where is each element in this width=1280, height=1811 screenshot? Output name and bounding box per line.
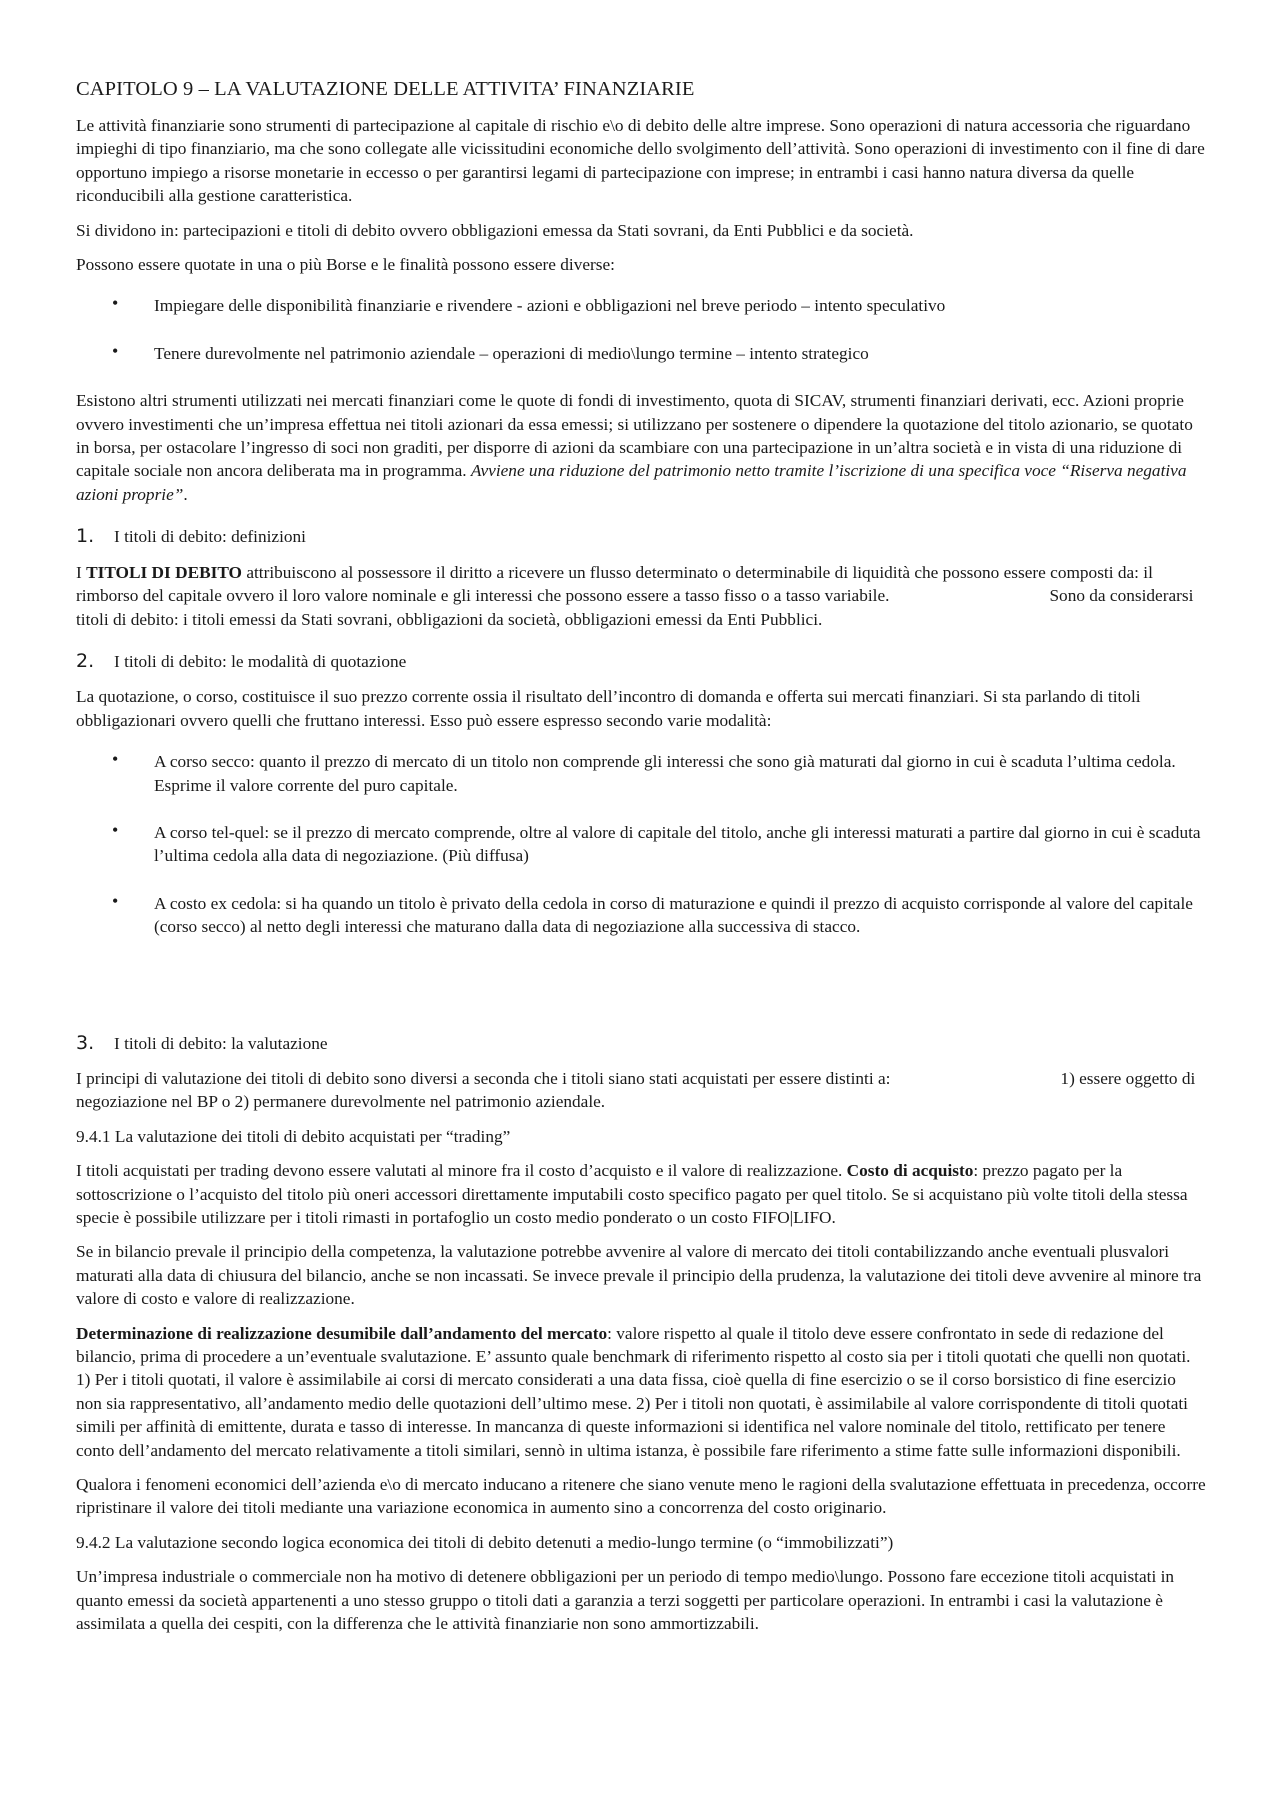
section-3-heading <box>76 1032 1206 1055</box>
subsection-941-paragraph-2: Se in bilancio prevale il principio della competenza, la valutazione potrebbe avvenire al valore di mercato dei titoli contabilizzando anche eventuali plusvalori maturati alla data di chiusura del bilancio, anche se non incassati. Se invece prevale il principio della prudenza, la valutazione dei titoli deve avvenire al minore tra valore di costo e valore di realizzazione. <box>76 1242 1202 1309</box>
s1-text-a: attribuiscono al possessore il diritto a ricevere un flusso determinato o determinabile di liquidità che possono essere composti da: il rimborso del capitale ovvero il loro valore nominale e gli interessi che possono essere a tasso fisso o a tasso variabile. <box>76 562 1153 606</box>
vertical-spacer <box>76 963 1206 1013</box>
list-item-text: Impiegare delle disponibilità finanziarie e rivendere - azioni e obbligazioni nel breve periodo – intento speculativo <box>154 296 946 316</box>
s3-text-b: 1) essere oggetto di negoziazione nel BP o 2) permanere durevolmente nel patrimonio aziendale. <box>76 1068 1196 1112</box>
intro-p4-italic: Avviene una riduzione del patrimonio netto tramite l’iscrizione di una specifica voce “Riserva negativa azioni proprie” <box>76 461 1187 504</box>
bullet-icon: • <box>112 749 119 770</box>
list-item <box>76 294 1206 317</box>
section-title: I titoli di debito: la valutazione <box>114 1033 328 1053</box>
subsection-942-heading: 9.4.2 La valutazione secondo logica economica dei titoli di debito detenuti a medio-lungo termine (o “immobilizzati”) <box>76 1532 894 1552</box>
subsection-942-paragraph-1: Un’impresa industriale o commerciale non ha motivo di detenere obbligazioni per un periodo di tempo medio\lungo. Possono fare eccezione titoli acquistati in quanto emessi da società appartenenti a uno stesso gruppo o titoli dati a garanzia a terzi soggetti per particolare operazioni. In entrambi i casi la valutazione è assimilata a quella dei cespiti, con la differenza che le attività finanziarie non sono ammortizzabili. <box>76 1567 1175 1634</box>
list-item <box>76 892 1206 939</box>
list-item-text: Tenere durevolmente nel patrimonio aziendale – operazioni di medio\lungo termine – intento strategico <box>154 343 869 363</box>
section-1-heading <box>76 525 1206 548</box>
list-item-text: A corso tel-quel: se il prezzo di mercato comprende, oltre al valore di capitale del titolo, anche gli interessi maturati a partire dal giorno in cui è scaduta l’ultima cedola alla data di negoziazione. (Più diffusa) <box>154 822 1201 866</box>
s941-text-a: I titoli acquistati per trading devono essere valutati al minore fra il costo d’acquisto e il valore di realizzazione. <box>76 1161 847 1181</box>
section-3-paragraph <box>76 1067 1206 1114</box>
section-number: 3. <box>76 1031 95 1054</box>
purpose-list <box>76 294 1206 365</box>
subsection-941-heading: 9.4.1 La valutazione dei titoli di debito acquistati per “trading” <box>76 1126 511 1146</box>
intro-paragraph-3: Possono essere quotate in una o più Borse e le finalità possono essere diverse: <box>76 255 615 275</box>
s941-text-c: : valore rispetto al quale il titolo deve essere confrontato in sede di redazione del bilancio, prima di procedere a un’eventuale svalutazione. E’ assunto quale benchmark di riferimento rispetto al costo sia per i titoli quotati che quelli non quotati. 1) Per i titoli quotati, il valore è assimilabile ai corsi di mercato considerati a una data fissa, cioè quella di fine esercizio o se il corso borsistico di fine esercizio non sia rappresentativo, all’andamento medio delle quotazioni dell’ultimo mese. 2) Per i titoli non quotati, è assimilabile al valore corrispondente di titoli quotati simili per affinità di emittente, durata e tasso di interesse. In mancanza di queste informazioni si identifica nel valore nominale del titolo, rettificato per tenere conto dell’andamento del mercato relativamente a titoli similari, sennò in ultima istanza, è possibile fare riferimento a stime fatte sulle informazioni disponibili. <box>76 1323 1191 1460</box>
s1-bold-term: TITOLI DI DEBITO <box>86 562 242 582</box>
s1-text-b: Sono da considerarsi titoli di debito: i titoli emessi da Stati sovrani, obbligazioni da società, obbligazioni emessi da Enti Pubblici. <box>76 586 1194 629</box>
bullet-icon: • <box>112 819 119 840</box>
s941-text-b: : prezzo pagato per la sottoscrizione o l’acquisto del titolo più oneri accessori direttamente imputabili costo specifico pagato per quel titolo. Se si acquistano più volte titoli della stessa specie è possibile utilizzare per i titoli rimasti in portafoglio un costo medio ponderato o un costo FIFO|LIFO. <box>76 1161 1188 1227</box>
list-item-text: A costo ex cedola: si ha quando un titolo è privato della cedola in corso di maturazione e quindi il prezzo di acquisto corrisponde al valore del capitale (corso secco) al netto degli interessi che maturano dalla data di negoziazione alla successiva di stacco. <box>154 893 1193 937</box>
bullet-icon: • <box>112 293 119 314</box>
s941-bold-term-2: Determinazione di realizzazione desumibile dall’andamento del mercato <box>76 1323 608 1343</box>
section-1-paragraph <box>76 561 1206 631</box>
subsection-941-paragraph-1 <box>76 1159 1206 1229</box>
subsection-941-paragraph-3 <box>76 1322 1206 1462</box>
s1-text-start: I <box>76 562 87 582</box>
list-item <box>76 821 1206 868</box>
section-title: I titoli di debito: definizioni <box>114 527 306 547</box>
intro-p4-end: . <box>183 484 188 504</box>
section-2-heading <box>76 650 1206 673</box>
s3-text-a: I principi di valutazione dei titoli di debito sono diversi a seconda che i titoli siano stati acquistati per essere distinti a: <box>76 1068 891 1088</box>
bullet-icon: • <box>112 340 119 361</box>
chapter-title: CAPITOLO 9 – LA VALUTAZIONE DELLE ATTIVITA’ FINANZIARIE <box>76 78 695 100</box>
section-number: 2. <box>76 649 95 672</box>
s941-bold-term: Costo di acquisto <box>846 1161 974 1181</box>
list-item <box>76 750 1206 797</box>
intro-paragraph-4 <box>76 389 1206 506</box>
list-item <box>76 342 1206 365</box>
section-number: 1. <box>76 525 95 548</box>
section-title: I titoli di debito: le modalità di quotazione <box>114 651 407 671</box>
section-2-paragraph: La quotazione, o corso, costituisce il suo prezzo corrente ossia il risultato dell’incontro di domanda e offerta sui mercati finanziari. Si sta parlando di titoli obbligazionari ovvero quelli che fruttano interessi. Esso può essere espresso secondo varie modalità: <box>76 687 1141 730</box>
list-item-text: A corso secco: quanto il prezzo di mercato di un titolo non comprende gli interessi che sono già maturati dal giorno in cui è scaduta l’ultima cedola. Esprime il valore corrente del puro capitale. <box>154 752 1176 795</box>
intro-paragraph-1: Le attività finanziarie sono strumenti di partecipazione al capitale di rischio e\o di debito delle altre imprese. Sono operazioni di natura accessoria che riguardano impieghi di tipo finanziario, ma che sono collegate alle vicissitudini economiche dello svolgimento dell’attività. Sono operazioni di investimento con il fine di dare opportuno impiego a risorse monetarie in eccesso o per garantirsi legami di partecipazione con imprese; in entrambi i casi hanno natura diversa da quelle riconducibili alla gestione caratteristica. <box>76 116 1205 206</box>
quotation-list <box>76 750 1206 938</box>
intro-paragraph-2: Si dividono in: partecipazioni e titoli di debito ovvero obbligazioni emessa da Stati sovrani, da Enti Pubblici e da società. <box>76 220 914 240</box>
intro-p4-text: Esistono altri strumenti utilizzati nei mercati finanziari come le quote di fondi di investimento, quota di SICAV, strumenti finanziari derivati, ecc. Azioni proprie ovvero investimenti che un’impresa effettua nei titoli azionari da essa emessi; si utilizzano per sostenere o dipendere la quotazione del titolo azionario, se quotato in borsa, per ostacolare l’ingresso di soci non graditi, per disporre di azioni da scambiare con una partecipazione in un’altra società e in vista di una riduzione di capitale sociale non ancora deliberata ma in programma. <box>76 391 1193 481</box>
bullet-icon: • <box>112 890 119 911</box>
subsection-941-paragraph-4: Qualora i fenomeni economici dell’azienda e\o di mercato inducano a ritenere che siano venute meno le ragioni della svalutazione effettuata in precedenza, occorre ripristinare il valore dei titoli mediante una variazione economica in aumento sino a concorrenza del costo originario. <box>76 1475 1206 1518</box>
